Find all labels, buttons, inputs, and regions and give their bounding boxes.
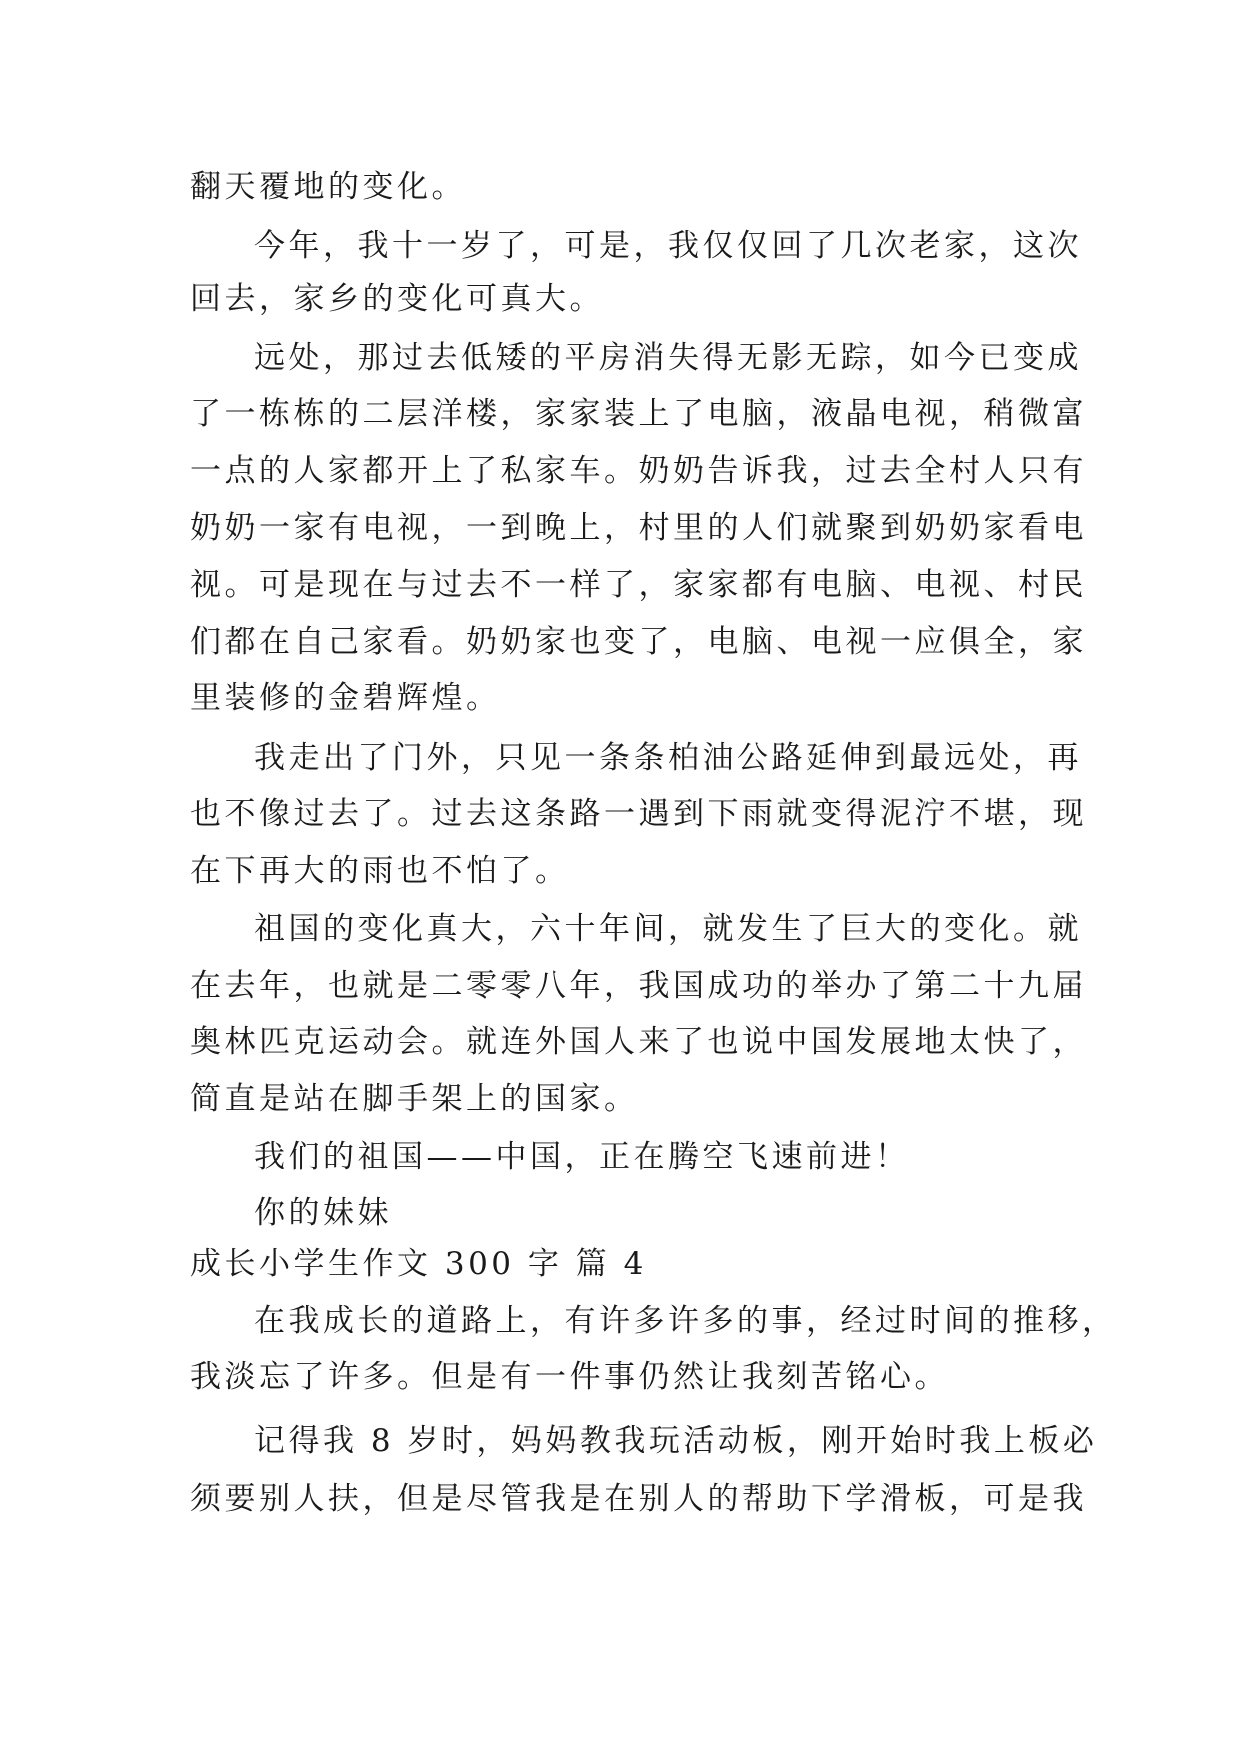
- text-line: 一点的人家都开上了私家车。奶奶告诉我，过去全村人只有: [190, 453, 1087, 489]
- paragraph-first-line: 祖国的变化真大，六十年间，就发生了巨大的变化。就: [254, 911, 1082, 947]
- paragraph-first-line: 今年，我十一岁了，可是，我仅仅回了几次老家，这次: [254, 228, 1082, 264]
- text-line: 奶奶一家有电视，一到晚上，村里的人们就聚到奶奶家看电: [190, 510, 1087, 546]
- text-line: 也不像过去了。过去这条路一遇到下雨就变得泥泞不堪，现: [190, 796, 1087, 832]
- paragraph-first-line: 我走出了门外，只见一条条柏油公路延伸到最远处，再: [254, 740, 1082, 776]
- paragraph-first-line: 在我成长的道路上，有许多许多的事，经过时间的推移，: [254, 1303, 1117, 1339]
- text-line: 视。可是现在与过去不一样了，家家都有电脑、电视、村民: [190, 567, 1087, 603]
- text-line: 了一栋栋的二层洋楼，家家装上了电脑，液晶电视，稍微富: [190, 396, 1087, 432]
- text-line: 须要别人扶，但是尽管我是在别人的帮助下学滑板，可是我: [190, 1481, 1087, 1517]
- text-line: 在下再大的雨也不怕了。: [190, 853, 570, 889]
- text-line: 在去年，也就是二零零八年，我国成功的举办了第二十九届: [190, 968, 1087, 1004]
- text-line: 回去，家乡的变化可真大。: [190, 281, 604, 317]
- text-line: 们都在自己家看。奶奶家也变了，电脑、电视一应俱全，家: [190, 624, 1087, 660]
- text-line: 我淡忘了许多。但是有一件事仍然让我刻苦铭心。: [190, 1359, 949, 1395]
- paragraph-first-line: 记得我 8 岁时，妈妈教我玩活动板，刚开始时我上板必: [254, 1423, 1098, 1459]
- paragraph-first-line: 远处，那过去低矮的平房消失得无影无踪，如今已变成: [254, 340, 1082, 376]
- text-line: 奥林匹克运动会。就连外国人来了也说中国发展地太快了，: [190, 1024, 1087, 1060]
- text-line: 翻天覆地的变化。: [190, 169, 466, 205]
- text-line: 简直是站在脚手架上的国家。: [190, 1081, 639, 1117]
- text-line: 里装修的金碧辉煌。: [190, 680, 501, 716]
- section-heading: 成长小学生作文 300 字 篇 4: [190, 1246, 647, 1282]
- paragraph-first-line: 我们的祖国——中国，正在腾空飞速前进！: [254, 1139, 910, 1175]
- letter-signature: 你的妹妹: [254, 1195, 392, 1231]
